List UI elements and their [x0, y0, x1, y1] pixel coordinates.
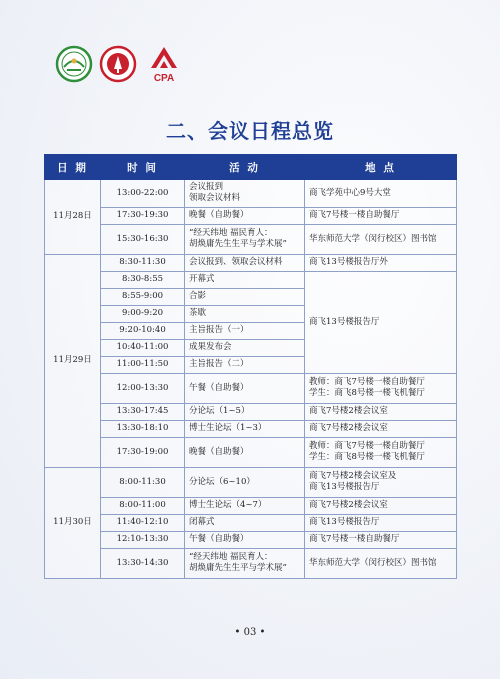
location-cell	[305, 467, 457, 497]
time-cell: 8:55-9:00	[101, 288, 185, 305]
time-cell: 12:00-13:30	[101, 373, 185, 403]
time-cell: 13:00-22:00	[101, 180, 185, 208]
activity-line: 胡焕庸先生生平与学术展”	[189, 239, 287, 250]
time-cell: 13:30-17:45	[101, 403, 185, 420]
table-row	[45, 497, 457, 514]
logo-bar	[55, 44, 185, 84]
page-number: • 03 •	[234, 627, 266, 638]
activity-cell: 晚餐（自助餐）	[185, 207, 305, 224]
time-cell: 8:30-8:55	[101, 271, 185, 288]
time-cell: 8:30-11:30	[101, 254, 185, 271]
activity-cell: 主旨报告（一）	[185, 322, 305, 339]
time-cell: 11:00-11:50	[101, 356, 185, 373]
activity-cell: 分论坛（6~10）	[185, 467, 305, 497]
header-location: 地 点	[305, 155, 457, 180]
time-cell: 8:00-11:30	[101, 467, 185, 497]
location-cell: 商飞7号楼2楼会议室	[305, 403, 457, 420]
location-cell: 商飞学苑中心9号大堂	[305, 180, 457, 208]
activity-cell: 午餐（自助餐）	[185, 373, 305, 403]
activity-cell	[185, 224, 305, 254]
location-line: 商飞13号楼报告厅	[309, 482, 380, 493]
activity-cell: 主旨报告（二）	[185, 356, 305, 373]
location-cell: 华东师范大学（闵行校区）图书馆	[305, 548, 457, 578]
location-cell: 商飞13号楼报告厅	[305, 514, 457, 531]
location-line: 教师：商飞7号楼一楼自助餐厅	[309, 376, 425, 387]
location-cell	[305, 437, 457, 467]
date-cell: 11月28日	[45, 180, 101, 255]
table-row	[45, 207, 457, 224]
activity-line: 胡焕庸先生生平与学术展”	[189, 563, 287, 574]
activity-cell: 会议报到、领取会议材料	[185, 254, 305, 271]
time-cell: 12:10-13:30	[101, 531, 185, 548]
activity-cell: 博士生论坛（4~7）	[185, 497, 305, 514]
activity-cell: 成果发布会	[185, 339, 305, 356]
activity-cell: 合影	[185, 288, 305, 305]
geography-society-logo-icon	[55, 45, 93, 83]
time-cell: 9:00-9:20	[101, 305, 185, 322]
schedule-table	[44, 154, 457, 579]
table-row	[45, 254, 457, 271]
date-cell: 11月29日	[45, 254, 101, 467]
activity-cell: 闭幕式	[185, 514, 305, 531]
time-cell: 15:30-16:30	[101, 224, 185, 254]
location-line: 学生：商飞8号楼一楼飞机餐厅	[309, 452, 425, 463]
location-cell: 商飞7号楼一楼自助餐厅	[305, 207, 457, 224]
table-row	[45, 373, 457, 403]
location-cell: 商飞7号楼2楼会议室	[305, 497, 457, 514]
university-seal-icon	[99, 45, 137, 83]
table-header-row	[45, 155, 457, 180]
table-row	[45, 224, 457, 254]
table-row	[45, 420, 457, 437]
activity-cell: 午餐（自助餐）	[185, 531, 305, 548]
activity-cell: 晚餐（自助餐）	[185, 437, 305, 467]
activity-line: 会议报到	[189, 182, 224, 192]
time-cell: 8:00-11:00	[101, 497, 185, 514]
page-title: 二、会议日程总览	[166, 119, 334, 143]
activity-cell: 分论坛（1~5）	[185, 403, 305, 420]
table-row	[45, 437, 457, 467]
activity-cell: 博士生论坛（1~3）	[185, 420, 305, 437]
table-row	[45, 548, 457, 578]
activity-line: 领取会议材料	[189, 193, 241, 204]
activity-cell: 茶歇	[185, 305, 305, 322]
table-row	[45, 467, 457, 497]
activity-cell	[185, 548, 305, 578]
table-row	[45, 514, 457, 531]
location-line: 学生：商飞8号楼一楼飞机餐厅	[309, 388, 425, 399]
location-cell: 商飞7号楼2楼会议室	[305, 420, 457, 437]
cpa-logo-text: CPA	[153, 73, 175, 84]
cpa-logo-icon	[143, 44, 185, 84]
activity-line: “经天纬地 福民育人：	[189, 227, 273, 238]
activity-cell: 开幕式	[185, 271, 305, 288]
location-line: 教师：商飞7号楼一楼自助餐厅	[309, 440, 425, 451]
time-cell: 13:30-18:10	[101, 420, 185, 437]
location-cell: 商飞7号楼一楼自助餐厅	[305, 531, 457, 548]
time-cell: 10:40-11:00	[101, 339, 185, 356]
location-cell	[305, 373, 457, 403]
date-cell: 11月30日	[45, 467, 101, 578]
location-line: 商飞7号楼2楼会议室及	[309, 470, 397, 481]
time-cell: 17:30-19:30	[101, 207, 185, 224]
header-date: 日 期	[45, 155, 101, 180]
table-row	[45, 271, 457, 288]
location-cell: 商飞13号楼报告厅外	[305, 254, 457, 271]
location-cell: 华东师范大学（闵行校区）图书馆	[305, 224, 457, 254]
activity-cell	[185, 180, 305, 208]
table-row	[45, 403, 457, 420]
time-cell: 11:40-12:10	[101, 514, 185, 531]
location-cell: 商飞13号楼报告厅	[305, 271, 457, 373]
table-row	[45, 180, 457, 208]
header-time: 时 间	[101, 155, 185, 180]
time-cell: 9:20-10:40	[101, 322, 185, 339]
time-cell: 13:30-14:30	[101, 548, 185, 578]
time-cell: 17:30-19:00	[101, 437, 185, 467]
table-row	[45, 531, 457, 548]
activity-line: “经天纬地 福民育人：	[189, 551, 273, 562]
header-activity: 活 动	[185, 155, 305, 180]
